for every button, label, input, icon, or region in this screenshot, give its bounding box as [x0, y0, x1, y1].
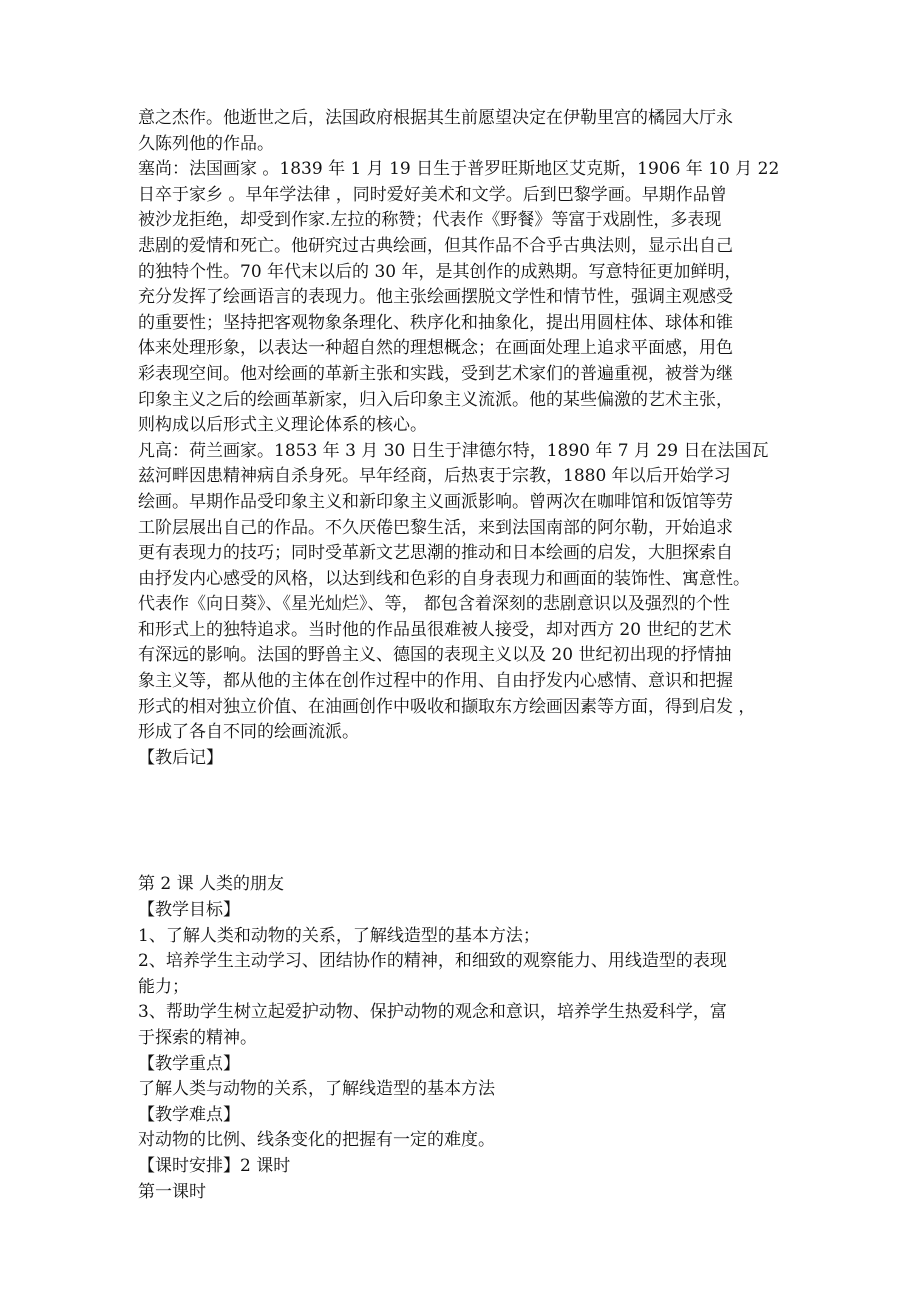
blank-space: [138, 771, 788, 872]
text-line: 彩表现空间。他对绘画的革新主张和实践，受到艺术家们的普遍重视，被誉为继: [138, 363, 733, 384]
text-line: 体来处理形象，以表达一种超自然的理想概念；在画面处理上追求平面感，用色: [138, 338, 733, 359]
text-line: 绘画。早期作品受印象主义和新印象主义画派影响。曾两次在咖啡馆和饭馆等劳: [138, 491, 733, 512]
text-line: 2、培养学生主动学习、团结协作的精神，和细致的观察能力、用线造型的表现: [138, 951, 727, 972]
text-line: 充分发挥了绘画语言的表现力。他主张绘画摆脱文学性和情节性，强调主观感受: [138, 287, 733, 308]
text-line: 象主义等，都从他的主体在创作过程中的作用、自由抒发内心感情、意识和把握: [138, 671, 733, 692]
text-line: 兹河畔因患精神病自杀身死。早年经商，后热衷于宗教，1880 年以后开始学习: [138, 466, 731, 487]
text-line: 印象主义之后的绘画革新家，归入后印象主义流派。他的某些偏激的艺术主张，: [138, 389, 733, 410]
text-line: 工阶层展出自己的作品。不久厌倦巴黎生活，来到法国南部的阿尔勒，开始追求: [138, 517, 733, 538]
text-line: 有深远的影响。法国的野兽主义、德国的表现主义以及 20 世纪初出现的抒情抽: [138, 645, 732, 666]
lesson-2-section: [138, 872, 788, 1205]
text-line: 塞尚：法国画家 。1839 年 1 月 19 日生于普罗旺斯地区艾克斯，1906 年 10 月 22: [138, 159, 780, 180]
text-line: 则构成以后形式主义理论体系的核心。: [138, 415, 427, 436]
text-line: 形成了各自不同的绘画流派。: [138, 722, 359, 743]
text-line: 日卒于家乡 。早年学法律 ，同时爱好美术和文学。后到巴黎学画。早期作品曾: [138, 184, 727, 205]
text-line: 于探索的精神。: [138, 1028, 257, 1048]
text-line: 了解人类与动物的关系，了解线造型的基本方法: [138, 1079, 495, 1100]
text-line: 更有表现力的技巧；同时受革新文艺思潮的推动和日本绘画的启发，大胆探索自: [138, 543, 733, 564]
text-line: 的重要性；坚持把客观物象条理化、秩序化和抽象化，提出用圆柱体、球体和锥: [138, 312, 733, 333]
section-heading-schedule: 【课时安排】2 课时: [138, 1155, 291, 1176]
section-heading-key-points: 【教学重点】: [138, 1053, 240, 1074]
text-line: 形式的相对独立价值、在油画创作中吸收和撷取东方绘画因素等方面，得到启发 ，: [138, 696, 756, 717]
text-line: 意之杰作。他逝世之后，法国政府根据其生前愿望决定在伊勒里宫的橘园大厅永: [138, 108, 733, 128]
section-heading-difficulties: 【教学难点】: [138, 1104, 240, 1125]
text-line: 对动物的比例、线条变化的把握有一定的难度。: [138, 1130, 495, 1151]
section-heading-teaching-goals: 【教学目标】: [138, 900, 240, 921]
text-line: 第一课时: [138, 1181, 206, 1202]
artist-bios-section: [138, 106, 788, 771]
text-line: 1、了解人类和动物的关系，了解线造型的基本方法；: [138, 925, 540, 946]
text-line: 能力；: [138, 976, 189, 997]
text-line: 凡高：荷兰画家。1853 年 3 月 30 日生于津德尔特，1890 年 7 月 29 日在法国瓦: [138, 440, 769, 461]
text-line: 3、帮助学生树立起爱护动物、保护动物的观念和意识，培养学生热爱科学，富: [138, 1002, 727, 1023]
text-line: 被沙龙拒绝，却受到作家.左拉的称赞；代表作《野餐》等富于戏剧性，多表现: [138, 210, 722, 231]
text-line: 代表作《向日葵》、《星光灿烂》、等， 都包含着深刻的悲剧意识以及强烈的个性: [138, 594, 730, 615]
text-line: 和形式上的独特追求。当时他的作品虽很难被人接受，却对西方 20 世纪的艺术: [138, 619, 732, 640]
document-page: [138, 106, 788, 1205]
text-line: 的独特个性。70 年代末以后的 30 年，是其创作的成熟期。写意特征更加鲜明，: [138, 261, 742, 282]
text-line: 由抒发内心感受的风格，以达到线和色彩的自身表现力和画面的装饰性、寓意性。: [138, 568, 750, 589]
section-heading-post-lesson-notes: 【教后记】: [138, 747, 223, 768]
text-line: 久陈列他的作品。: [138, 133, 274, 154]
text-line: 悲剧的爱情和死亡。他研究过古典绘画，但其作品不合乎古典法则，显示出自己: [138, 235, 733, 256]
lesson-title: 第 2 课 人类的朋友: [138, 874, 285, 895]
